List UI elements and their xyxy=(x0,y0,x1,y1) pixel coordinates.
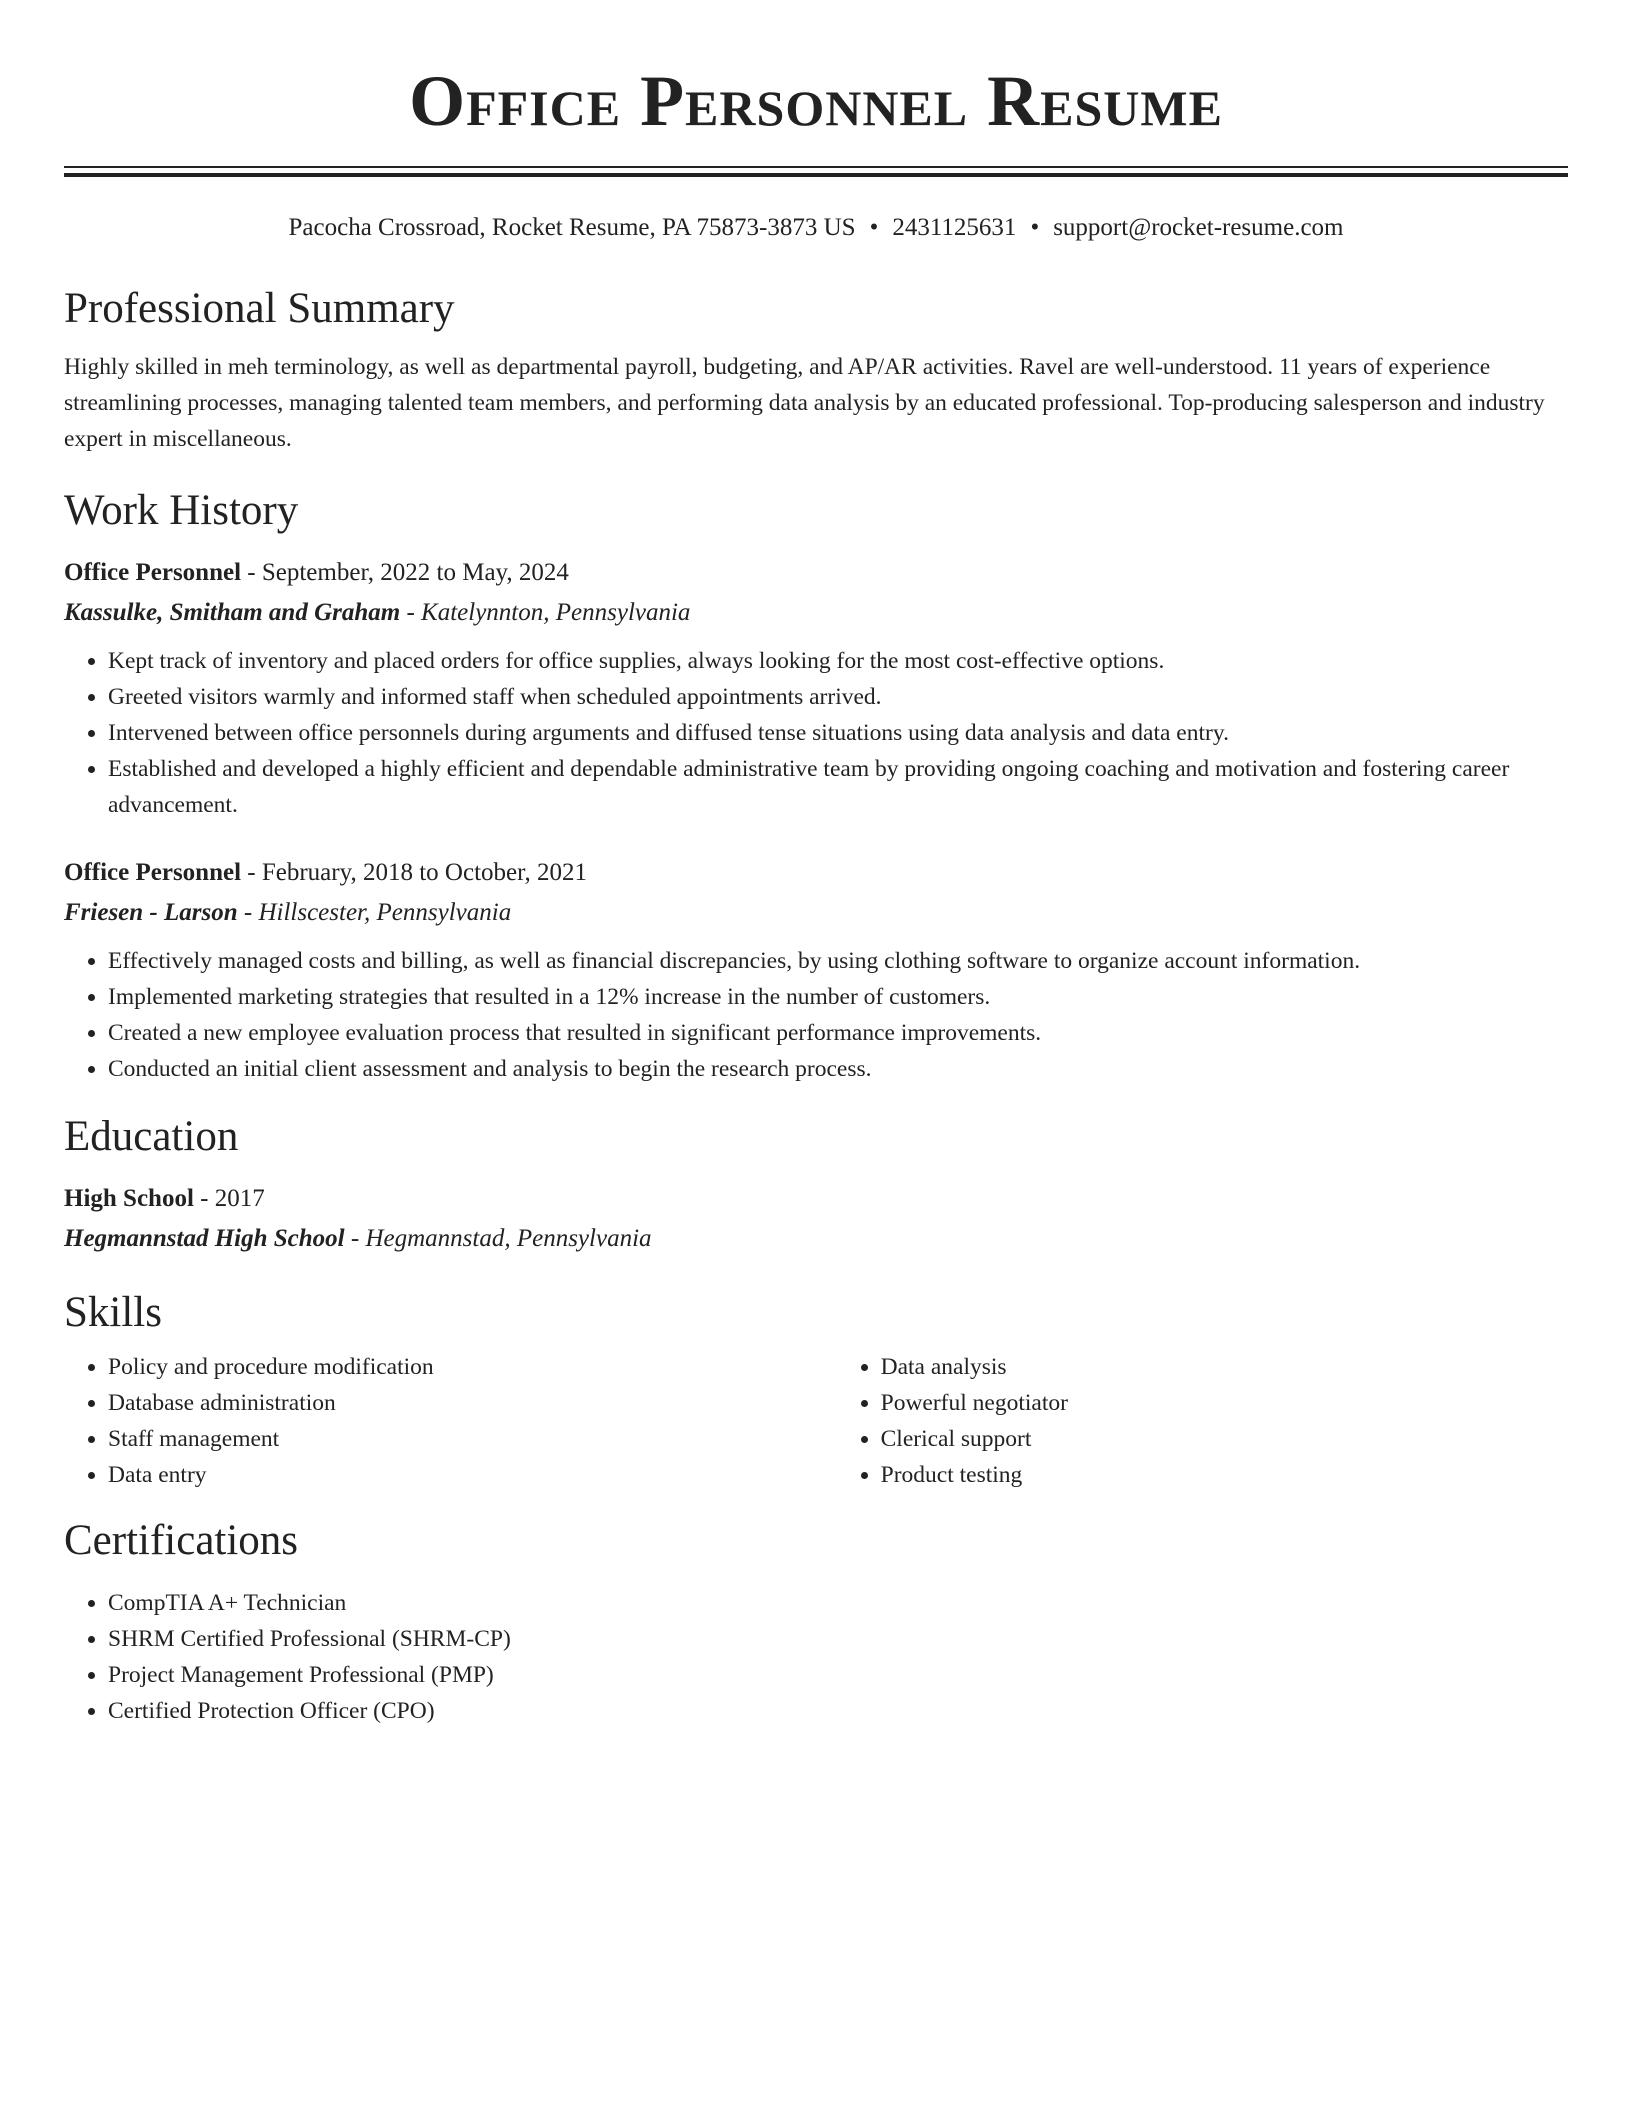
education-section xyxy=(64,1109,1568,1259)
certification-item: • CompTIA A+ Technician xyxy=(108,1585,1568,1621)
education-degree: High School xyxy=(64,1185,194,1212)
work-history-section xyxy=(64,483,1568,1087)
job-role: Office Personnel xyxy=(64,559,242,586)
work-history-heading: Work History xyxy=(64,487,299,534)
skill-item: • Database administration xyxy=(108,1385,837,1421)
job-bullet: • Implemented marketing strategies that resulted in a 12% increase in the number of customers. xyxy=(108,979,1568,1015)
job-employer-line xyxy=(64,593,1568,633)
job-role: Office Personnel xyxy=(64,859,242,886)
contact-separator: • xyxy=(1030,214,1040,241)
job-dates: - February, 2018 to October, 2021 xyxy=(241,859,587,886)
skills-heading: Skills xyxy=(64,1289,162,1336)
certification-item: • Project Management Professional (PMP) xyxy=(108,1657,1568,1693)
education-year: - 2017 xyxy=(193,1185,265,1212)
skill-item: • Data analysis xyxy=(881,1349,1568,1385)
certifications-heading: Certifications xyxy=(64,1517,299,1564)
certification-item: • SHRM Certified Professional (SHRM-CP) xyxy=(108,1621,1568,1657)
summary-heading: Professional Summary xyxy=(64,285,455,332)
contact-address: Pacocha Crossroad, Rocket Resume, PA 75873-3873 US xyxy=(288,214,856,241)
education-school: Hegmannstad High School xyxy=(64,1225,345,1252)
skills-list-right xyxy=(837,1349,1568,1493)
certification-item: • Certified Protection Officer (CPO) xyxy=(108,1693,1568,1729)
job-title-line xyxy=(64,553,1568,593)
skill-item: • Clerical support xyxy=(881,1421,1568,1457)
summary-text: Highly skilled in meh terminology, as well as departmental payroll, budgeting, and AP/AR activities. Ravel are well-understood. 11 years of experience streamlining processes, managing talented team members, and performing data analysis by an educated professional. Top-producing salesperson and industry expert in miscellaneous. xyxy=(64,354,1545,452)
skill-item: • Powerful negotiator xyxy=(881,1385,1568,1421)
education-school-line xyxy=(64,1219,1568,1259)
job-employer: Friesen - Larson xyxy=(64,899,238,926)
job-entry xyxy=(64,853,1568,1087)
skills-list-left xyxy=(64,1349,837,1493)
education-entry xyxy=(64,1179,1568,1259)
skills-section xyxy=(64,1285,1568,1493)
skill-item: • Staff management xyxy=(108,1421,837,1457)
skills-columns xyxy=(64,1349,1568,1493)
certifications-section xyxy=(64,1513,1568,1729)
summary-section xyxy=(64,281,1568,457)
job-location: - Hillscester, Pennsylvania xyxy=(237,899,512,926)
job-bullet: • Created a new employee evaluation process that resulted in significant performance improvements. xyxy=(108,1015,1568,1051)
contact-email: support@rocket-resume.com xyxy=(1053,214,1344,241)
title-divider xyxy=(64,166,1568,177)
job-dates: - September, 2022 to May, 2024 xyxy=(241,559,569,586)
job-bullet: • Kept track of inventory and placed orders for office supplies, always looking for the most cost-effective options. xyxy=(108,643,1568,679)
resume-title: Office Personnel Resume xyxy=(409,61,1223,141)
contact-phone: 2431125631 xyxy=(892,214,1017,241)
skill-item: • Product testing xyxy=(881,1457,1568,1493)
contact-separator: • xyxy=(869,214,879,241)
contact-line xyxy=(64,211,1568,245)
education-location: - Hegmannstad, Pennsylvania xyxy=(344,1225,652,1252)
job-employer-line xyxy=(64,893,1568,933)
skill-item: • Policy and procedure modification xyxy=(108,1349,837,1385)
education-heading: Education xyxy=(64,1113,239,1160)
certifications-list xyxy=(64,1585,1568,1729)
job-bullet: • Conducted an initial client assessment and analysis to begin the research process. xyxy=(108,1051,1568,1087)
job-bullets xyxy=(64,643,1568,823)
job-location: - Katelynnton, Pennsylvania xyxy=(400,599,691,626)
job-bullet: • Intervened between office personnels during arguments and diffused tense situations using data analysis and data entry. xyxy=(108,715,1568,751)
job-bullet: • Established and developed a highly efficient and dependable administrative team by providing ongoing coaching and motivation and fostering career advancement. xyxy=(108,751,1568,823)
skill-item: • Data entry xyxy=(108,1457,837,1493)
job-bullet: • Effectively managed costs and billing, as well as financial discrepancies, by using clothing software to organize account information. xyxy=(108,943,1568,979)
job-bullets xyxy=(64,943,1568,1087)
job-employer: Kassulke, Smitham and Graham xyxy=(64,599,401,626)
education-degree-line xyxy=(64,1179,1568,1219)
job-bullet: • Greeted visitors warmly and informed staff when scheduled appointments arrived. xyxy=(108,679,1568,715)
job-entry xyxy=(64,553,1568,823)
job-title-line xyxy=(64,853,1568,893)
